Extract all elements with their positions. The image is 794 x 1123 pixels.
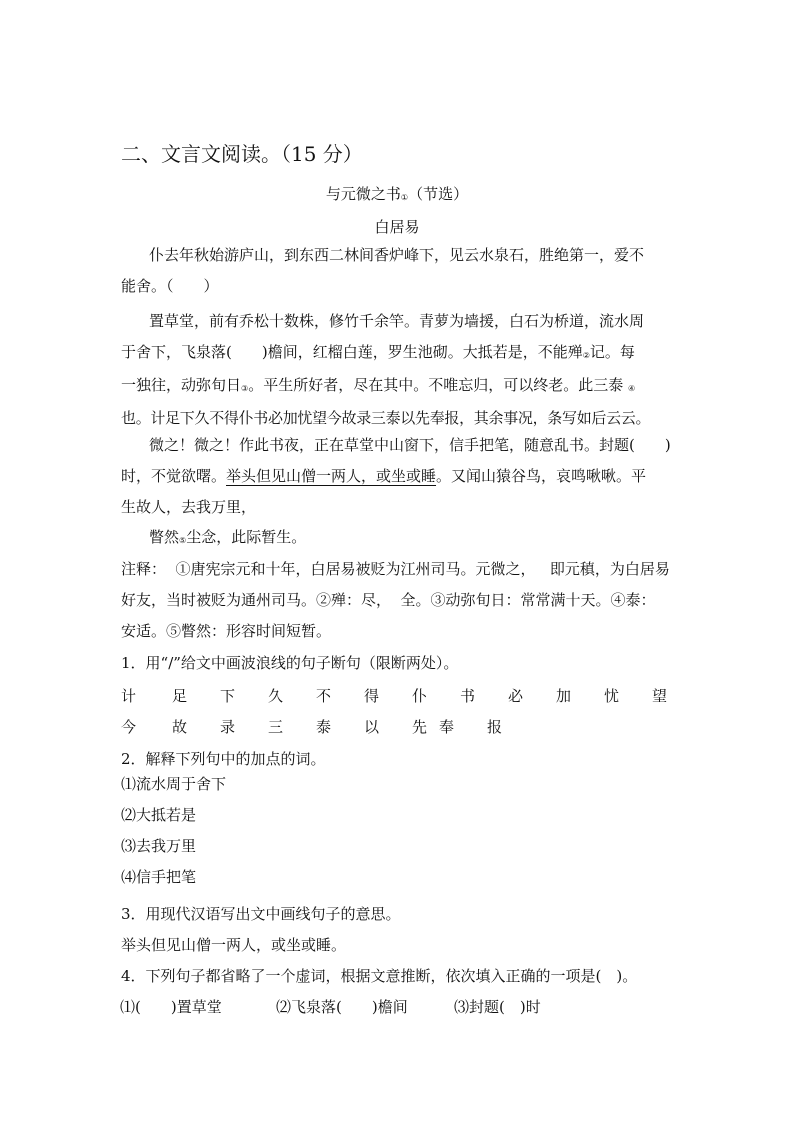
question-2-prompt: 2．解释下列句中的加点的词。 — [121, 750, 326, 768]
text-line — [121, 522, 681, 555]
text-segment: 瞥然 — [149, 528, 180, 546]
question-3-sentence: 举头但见山僧一两人，或坐或睡。 — [121, 936, 347, 954]
footnote-marker: ① — [400, 193, 409, 202]
char-cell: 泰 — [316, 718, 332, 736]
question-2-item-3: ⑶去我万里 — [121, 837, 197, 855]
question-4-prompt: 4．下列句子都省略了一个虚词，根据文意推断，依次填入正确的一项是( )。 — [121, 967, 638, 985]
text-line: 也。计足下久不得仆书必加忧望今故录三泰以先奉报，其余事况，条写如后云云。 — [121, 409, 651, 427]
note-line: 好友，当时被贬为通州司马。②殚：尽， 全。③动弥旬日：常常满十天。④泰： — [121, 591, 656, 609]
article-author: 白居易 — [374, 218, 420, 236]
char-cell: 不 — [316, 687, 332, 705]
char-cell: 忧 — [604, 687, 620, 705]
text-segment: 。平生所好者，尽在其中。不唯忘归，可以终老。此三泰 — [248, 376, 624, 394]
passage-paragraph-2 — [121, 306, 681, 434]
question-1-prompt: 1．用“/”给文中画波浪线的句子断句（限断两处）。 — [121, 654, 459, 672]
note-line: 安适。⑤瞥然：形容时间短暂。 — [121, 622, 332, 640]
annotations — [121, 554, 681, 647]
text-segment: 一独往，动弥旬日 — [121, 376, 242, 394]
question-2-item-1: ⑴流水周于舍下 — [121, 775, 227, 793]
question-3-prompt: 3．用现代汉语写出文中画线句子的意思。 — [121, 905, 401, 923]
text-line: 微之！微之！作此书夜，正在草堂中山窗下，信手把笔，随意乱书。封题( ) — [149, 436, 671, 454]
char-cell: 故 — [172, 718, 188, 736]
text-segment: 记。每 — [589, 343, 635, 361]
section-title: 二、文言文阅读。（15 分） — [121, 142, 363, 166]
char-cell: 久 — [268, 687, 284, 705]
char-cell: 书 — [460, 687, 476, 705]
char-cell: 先 — [412, 718, 428, 736]
text-line: 生故人，去我万里， — [121, 498, 257, 516]
char-cell: 望 — [652, 687, 668, 705]
text-line: 置草堂，前有乔松十数株，修竹千余竿。青萝为墙援，白石为桥道，流水周 — [149, 312, 645, 330]
footnote-marker: ⑤ — [179, 536, 187, 545]
question-2-item-2: ⑵大抵若是 — [121, 806, 197, 824]
text-line — [121, 370, 681, 403]
char-cell: 奉 — [439, 718, 455, 736]
text-line — [121, 337, 681, 370]
passage-paragraph-3 — [121, 430, 681, 523]
underlined-sentence: 举头但见山僧一两人，或坐或睡 — [226, 467, 437, 485]
question-4-item-2: ⑵飞泉落( )檐间 — [276, 998, 408, 1016]
text-segment: 。又闻山猿谷鸟，哀鸣啾啾。平 — [436, 467, 647, 485]
question-4-item-1: ⑴( )置草堂 — [120, 998, 222, 1016]
char-cell: 计 — [121, 687, 137, 705]
text-segment: 尘念，此际暂生。 — [186, 528, 307, 546]
char-cell: 仆 — [412, 687, 428, 705]
char-cell: 录 — [220, 718, 236, 736]
char-cell: 得 — [364, 687, 380, 705]
passage-paragraph-4 — [121, 522, 681, 555]
char-cell: 足 — [172, 687, 188, 705]
passage-paragraph-1 — [121, 240, 681, 302]
char-cell: 今 — [121, 718, 137, 736]
article-title-text: 与元微之书 — [325, 185, 401, 203]
text-line — [121, 461, 681, 492]
char-cell: 加 — [556, 687, 572, 705]
question-2-item-4: ⑷信手把笔 — [121, 868, 197, 886]
note-line: 注释： ①唐宪宗元和十年，白居易被贬为江州司马。元微之， 即元稹，为白居易 — [121, 560, 670, 578]
char-cell: 必 — [508, 687, 524, 705]
footnote-marker: ③ — [241, 384, 249, 393]
char-cell: 报 — [487, 718, 503, 736]
text-line: 能舍。（ ） — [121, 277, 219, 295]
footnote-marker: ④ — [627, 384, 636, 393]
text-segment: 于舍下，飞泉落( )檐间，红榴白莲，罗生池砌。大抵若是，不能殚 — [121, 343, 583, 361]
char-cell: 以 — [364, 718, 380, 736]
footnote-marker: ② — [582, 351, 590, 360]
text-segment: 时，不觉欲曙。 — [121, 467, 227, 485]
char-cell: 三 — [268, 718, 284, 736]
char-cell: 下 — [220, 687, 236, 705]
article-title — [122, 183, 672, 204]
question-4-item-3: ⑶封题( )时 — [454, 998, 541, 1016]
article-title-suffix: （节选） — [408, 185, 469, 203]
text-line: 仆去年秋始游庐山，到东西二林间香炉峰下，见云水泉石，胜绝第一，爱不 — [149, 246, 645, 264]
